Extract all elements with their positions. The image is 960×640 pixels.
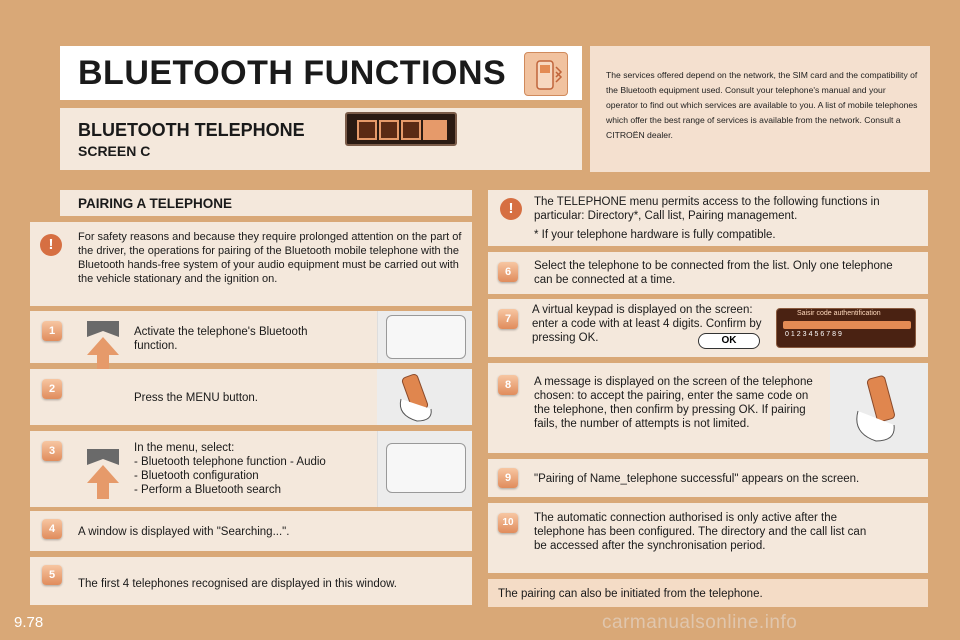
- menu-button-icon: [85, 315, 121, 373]
- step-text: A virtual keypad is displayed on the screen: enter a code with at least 4 digits. Confirm by pressing OK.: [532, 304, 762, 344]
- step-number: 3: [42, 441, 62, 461]
- step-number: 1: [42, 321, 62, 341]
- warning-icon: !: [40, 234, 62, 256]
- step-number: 7: [498, 309, 518, 329]
- pairing-header: [60, 190, 472, 216]
- step-text: Select the telephone to be connected from the list. Only one telephone can be connected at a time.: [534, 260, 893, 286]
- keypad-digits: 0123456789: [785, 331, 844, 338]
- step-text: In the menu, select:: [134, 442, 235, 454]
- screen-label: SCREEN C: [78, 143, 151, 159]
- step-text: The first 4 telephones recognised are displayed in this window.: [78, 578, 397, 590]
- menu-option: - Perform a Bluetooth search: [134, 484, 282, 496]
- telephone-menu-notice: [488, 190, 928, 246]
- subheader: [60, 108, 582, 170]
- phone-in-hand-illustration: [377, 369, 472, 425]
- keypad-title: Saisir code authentification: [797, 310, 881, 317]
- step-6: [488, 252, 928, 294]
- step-text: Press the MENU button.: [134, 392, 258, 404]
- notice-text: The TELEPHONE menu permits access to the following functions in particular: Directory*, Call list, Pairing management.: [534, 196, 880, 222]
- step-text: The automatic connection authorised is only active after the telephone has been configured. The directory and the call list can be accessed after the synchronisation period.: [534, 512, 867, 552]
- step-text: A message is displayed on the screen of the telephone chosen: to accept the pairing, enter the same code on the telephone, then confirm by pressing OK. If pairing fails, the number of attempts is not limited.: [534, 376, 813, 430]
- step-9: [488, 459, 928, 497]
- virtual-keypad-illustration: [776, 308, 916, 348]
- step-number: 4: [42, 519, 62, 539]
- audio-unit-illustration: [377, 431, 472, 507]
- warning-icon: !: [500, 198, 522, 220]
- watermark: carmanualsonline.info: [602, 612, 798, 633]
- step-text: Activate the telephone's Bluetooth function.: [134, 326, 308, 352]
- services-info: The services offered depend on the network, the SIM card and the compatibility of the Bluetooth equipment used. Consult your telephone's manual and your operator to find out which services are available to you. A list of mobile telephones which offer the best range of services is available from the network. Consult a CITROËN dealer.: [590, 46, 930, 172]
- title-bar: [60, 46, 582, 100]
- ok-button-icon: OK: [698, 333, 760, 349]
- page-title: BLUETOOTH FUNCTIONS: [78, 54, 507, 92]
- pairing-title: PAIRING A TELEPHONE: [78, 196, 233, 211]
- screen-c-illustration: [345, 112, 457, 146]
- audio-unit-illustration: [377, 311, 472, 363]
- step-10: [488, 503, 928, 573]
- section-subtitle: BLUETOOTH TELEPHONE: [78, 120, 305, 140]
- bluetooth-phone-icon: [524, 52, 568, 96]
- menu-button-icon: [85, 443, 121, 501]
- menu-option: - Bluetooth configuration: [134, 470, 259, 482]
- phone-in-hand-illustration: [830, 363, 928, 453]
- safety-warning-text: For safety reasons and because they require prolonged attention on the part of the driver, the operations for pairing of the Bluetooth mobile telephone with the Bluetooth hands-free system of your audio equipment must be carried out with the vehicle stationary and the ignition on.: [78, 231, 462, 285]
- bottom-note-panel: [488, 579, 928, 607]
- step-number: 8: [498, 375, 518, 395]
- step-text: "Pairing of Name_telephone successful" appears on the screen.: [534, 473, 860, 485]
- step-number: 9: [498, 468, 518, 488]
- safety-warning-panel: [30, 222, 472, 306]
- step-number: 6: [498, 262, 518, 282]
- page-number: 9.78: [14, 614, 44, 631]
- step-number: 5: [42, 565, 62, 585]
- step-4: [30, 511, 472, 551]
- step-number: 2: [42, 379, 62, 399]
- notice-footnote: * If your telephone hardware is fully compatible.: [534, 229, 776, 241]
- step-text: A window is displayed with "Searching...".: [78, 526, 290, 538]
- bottom-note: The pairing can also be initiated from the telephone.: [498, 588, 763, 600]
- step-number: 10: [498, 513, 518, 533]
- menu-option: - Bluetooth telephone function - Audio: [134, 456, 326, 468]
- step-5: [30, 557, 472, 605]
